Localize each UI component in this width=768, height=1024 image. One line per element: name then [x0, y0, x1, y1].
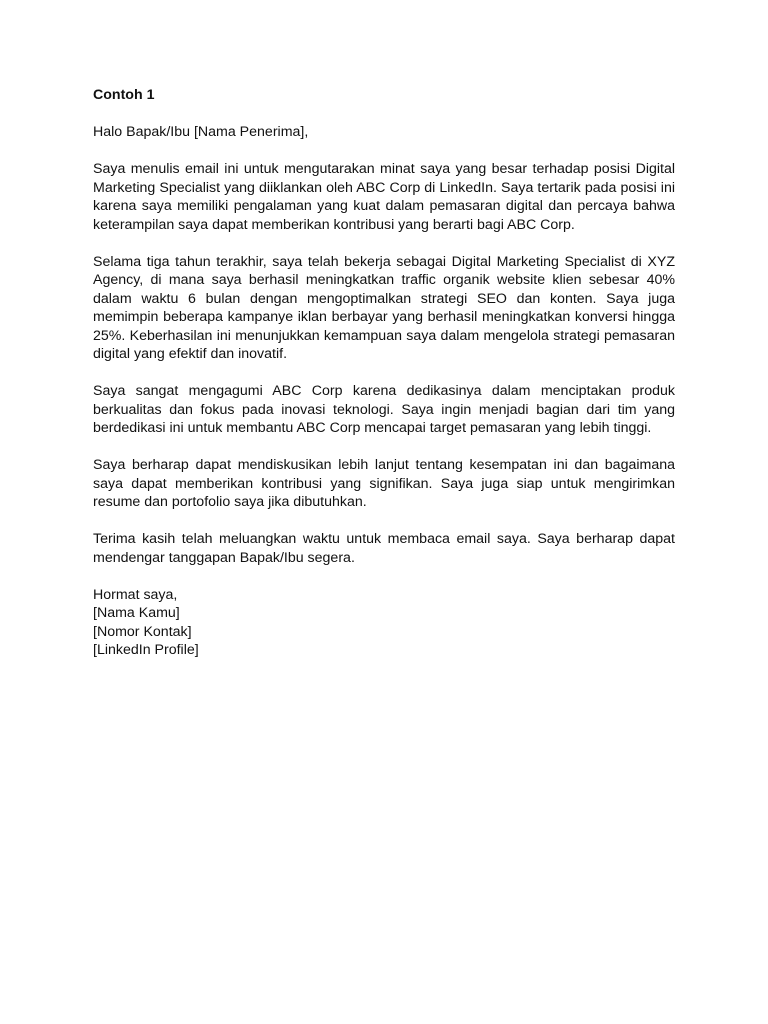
- letter-heading: Contoh 1: [93, 87, 155, 103]
- closing-name: [Nama Kamu]: [93, 605, 180, 621]
- paragraph-thanks: Terima kasih telah meluangkan waktu untuk membaca email saya. Saya berharap dapat mendengar tanggapan Bapak/Ibu segera.: [93, 531, 675, 566]
- closing-profile: [LinkedIn Profile]: [93, 642, 199, 658]
- paragraph-experience: Selama tiga tahun terakhir, saya telah bekerja sebagai Digital Marketing Specialist di XYZ Agency, di mana saya berhasil meningkatkan traffic organik website klien sebesar 40% dalam waktu 6 bulan dengan mengoptimalkan strategi SEO dan konten. Saya juga memimpin beberapa kampanye iklan berbayar yang berhasil meningkatkan konversi hingga 25%. Keberhasilan ini menunjukkan kemampuan saya dalam mengelola strategi pemasaran digital yang efektif dan inovatif.: [93, 253, 675, 362]
- closing-contact: [Nomor Kontak]: [93, 623, 192, 640]
- paragraph-discussion: Saya berharap dapat mendiskusikan lebih lanjut tentang kesempatan ini dan bagaimana saya dapat memberikan kontribusi yang signifikan. Saya juga siap untuk mengirimkan resume dan portofolio saya jika dibutuhkan.: [93, 457, 675, 510]
- paragraph-interest: Saya menulis email ini untuk mengutarakan minat saya yang besar terhadap posisi Digital Marketing Specialist yang diiklankan oleh ABC Corp di LinkedIn. Saya tertarik pada posisi ini karena saya memiliki pengalaman yang kuat dalam pemasaran digital dan percaya bahwa keterampilan saya dapat memberikan kontribusi yang berarti bagi ABC Corp.: [93, 161, 675, 233]
- letter-closing: [93, 586, 675, 660]
- letter-greeting: Halo Bapak/Ibu [Nama Penerima],: [93, 124, 309, 140]
- letter-document: [93, 86, 675, 660]
- closing-signoff: Hormat saya,: [93, 586, 178, 603]
- paragraph-admiration: Saya sangat mengagumi ABC Corp karena dedikasinya dalam menciptakan produk berkualitas dan fokus pada inovasi teknologi. Saya ingin menjadi bagian dari tim yang berdedikasi ini untuk membantu ABC Corp mencapai target pemasaran yang lebih tinggi.: [93, 383, 675, 436]
